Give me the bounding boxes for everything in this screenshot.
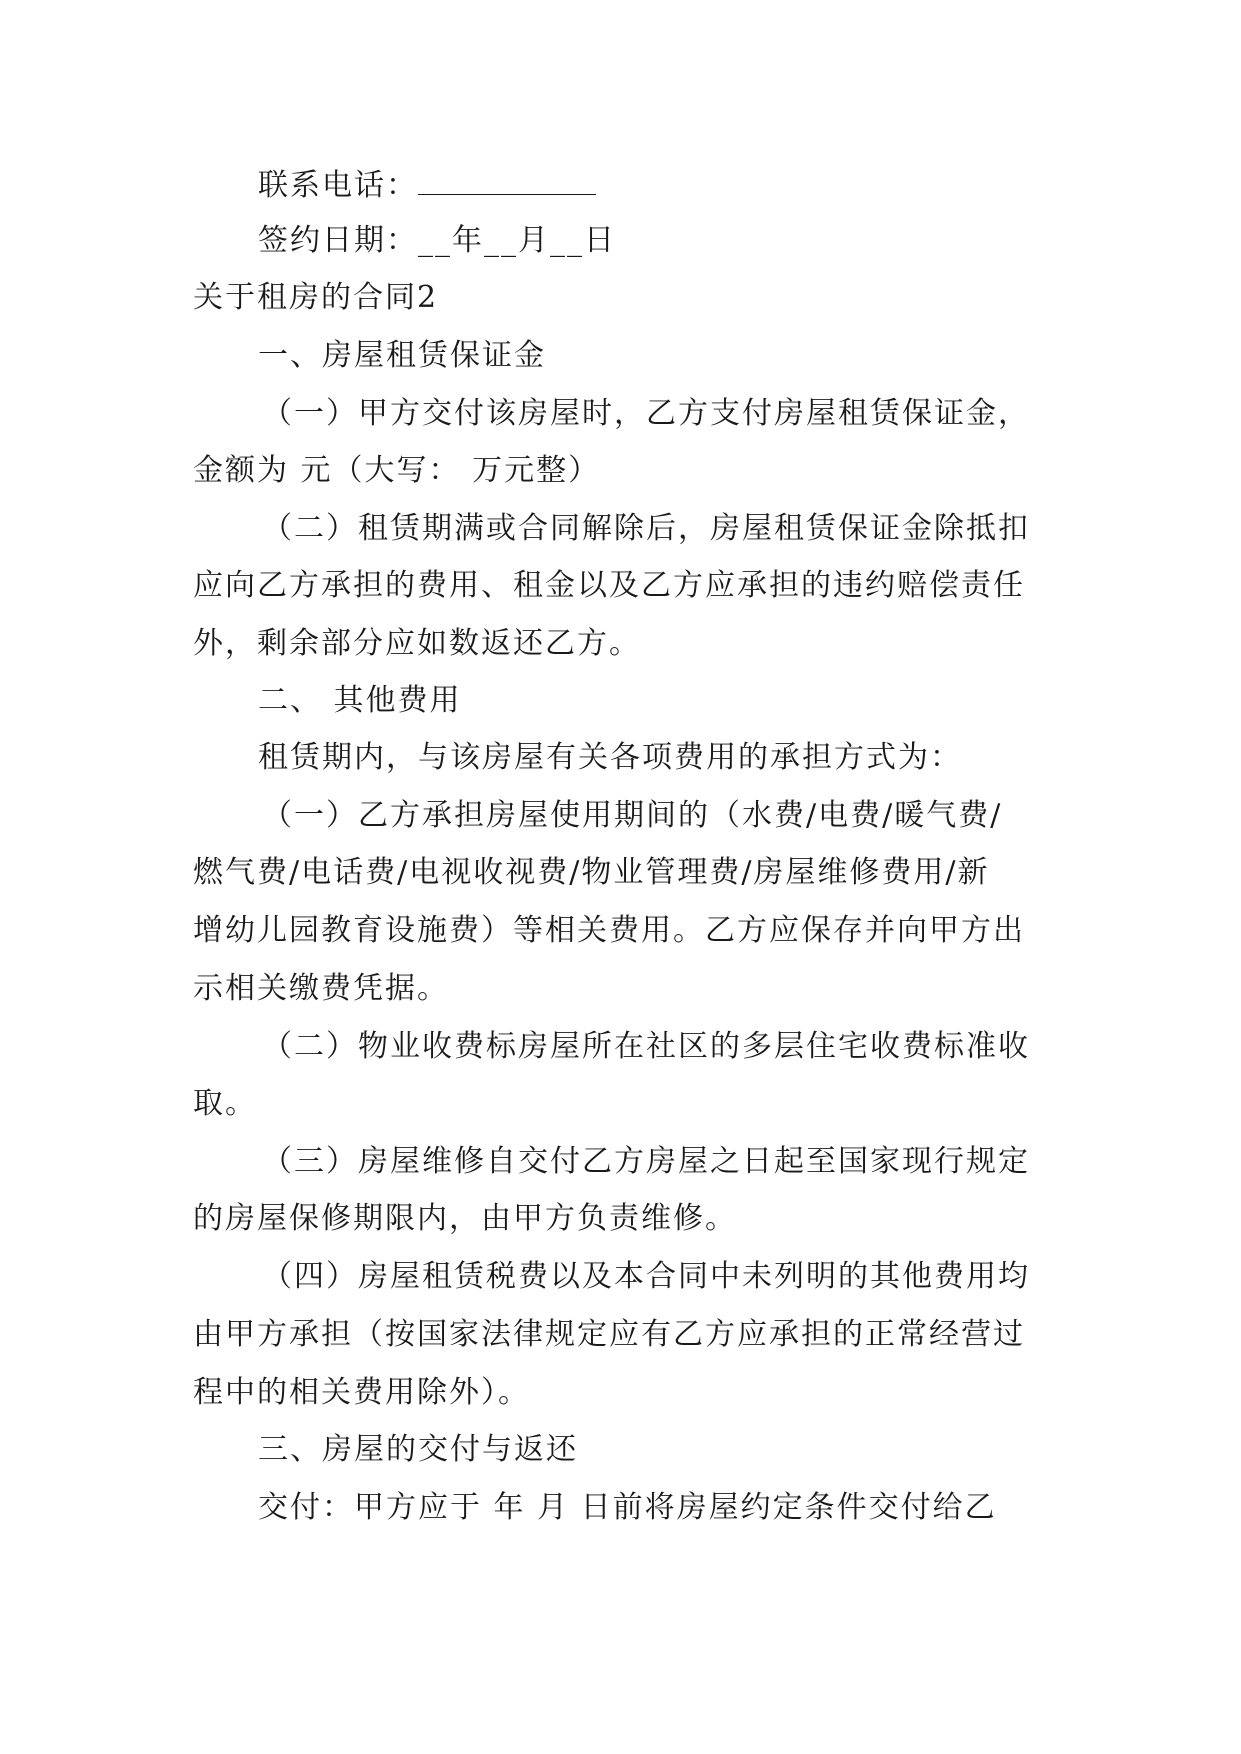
document-title: 关于租房的合同2 — [193, 280, 439, 315]
paragraph-line: 租赁期内，与该房屋有关各项费用的承担方式为： — [258, 740, 962, 775]
paragraph-line: 程中的相关费用除外）。 — [193, 1375, 530, 1410]
paragraph-line: （一）乙方承担房屋使用期间的（水费/电费/暖气费/ — [262, 798, 1003, 833]
section-heading-3: 三、房屋的交付与返还 — [258, 1432, 578, 1467]
section-heading-1: 一、房屋租赁保证金 — [258, 338, 546, 373]
paragraph-line: 金额为 元（大写： 万元整） — [193, 453, 601, 488]
paragraph-line: 的房屋保修期限内，由甲方负责维修。 — [193, 1201, 737, 1236]
paragraph-line: 应向乙方承担的费用、租金以及乙方应承担的违约赔偿责任 — [193, 568, 1025, 603]
paragraph-line: 示相关缴费凭据。 — [193, 971, 449, 1006]
paragraph-line: 增幼儿园教育设施费）等相关费用。乙方应保存并向甲方出 — [193, 913, 1025, 948]
date-line — [258, 221, 616, 261]
paragraph-line: 交付：甲方应于 年 月 日前将房屋约定条件交付给乙 — [258, 1490, 997, 1525]
phone-blank — [418, 166, 596, 195]
section-heading-2: 二、 其他费用 — [258, 683, 462, 718]
date-value: __年__月__日 — [418, 223, 616, 258]
paragraph-line: 燃气费/电话费/电视收视费/物业管理费/房屋维修费用/新 — [193, 855, 990, 890]
paragraph-line: （二）租赁期满或合同解除后，房屋租赁保证金除抵扣 — [262, 511, 1030, 546]
paragraph-line: （一）甲方交付该房屋时，乙方支付房屋租赁保证金， — [262, 396, 1030, 431]
paragraph-line: 由甲方承担（按国家法律规定应有乙方应承担的正常经营过 — [193, 1317, 1025, 1352]
paragraph-line: （二）物业收费标房屋所在社区的多层住宅收费标准收 — [262, 1029, 1030, 1064]
phone-label: 联系电话： — [258, 168, 418, 203]
paragraph-line: 外，剩余部分应如数返还乙方。 — [193, 626, 641, 661]
date-label: 签约日期： — [258, 223, 418, 258]
paragraph-line: 取。 — [193, 1086, 257, 1121]
phone-line — [258, 166, 596, 206]
paragraph-line: （三）房屋维修自交付乙方房屋之日起至国家现行规定 — [262, 1144, 1030, 1179]
paragraph-line: （四）房屋租赁税费以及本合同中未列明的其他费用均 — [262, 1259, 1030, 1294]
